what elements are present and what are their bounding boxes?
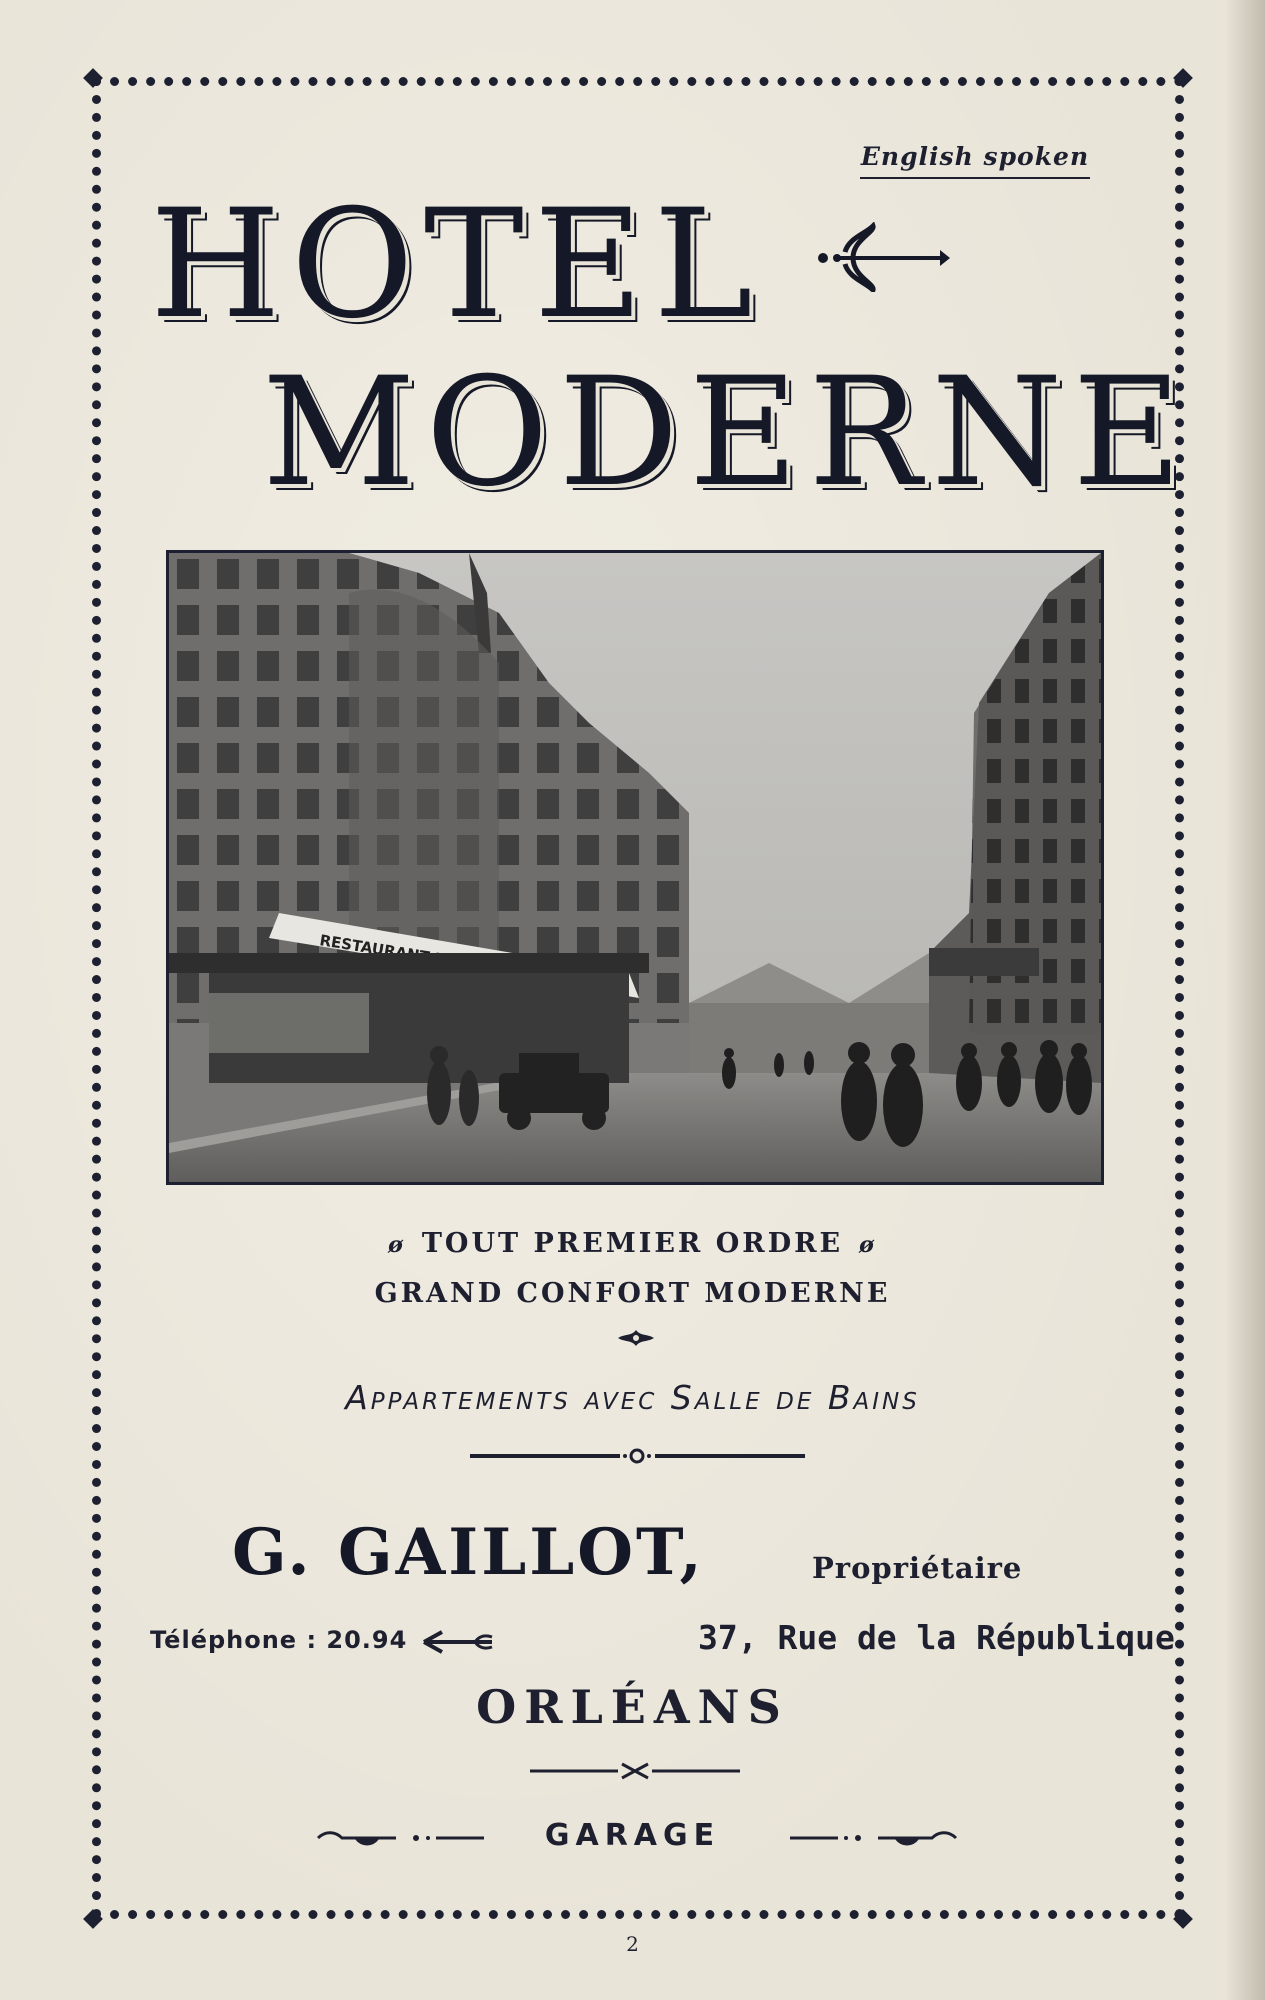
street-address: 37, Rue de la République (698, 1618, 1175, 1657)
page-number: 2 (626, 1932, 639, 1956)
feature-text-premier-ordre: TOUT PREMIER ORDRE (421, 1228, 844, 1259)
feature-line-confort: GRAND CONFORT MODERNE (374, 1278, 891, 1309)
leaf-ornament-icon: ø (859, 1232, 877, 1258)
city-name: ORLÉANS (476, 1680, 789, 1734)
appartements-line: Appartements avec Salle de Bains (345, 1378, 920, 1417)
telephone-number: Téléphone : 20.94 (150, 1626, 408, 1654)
fleuron-ornament-icon (614, 1326, 658, 1350)
feature-line-premier-ordre (0, 1228, 1265, 1259)
hotel-street-photo (166, 550, 1104, 1185)
title-hotel: HOTEL (150, 178, 763, 352)
garage-right-ornament-icon (788, 1828, 958, 1848)
arrow-left-icon (420, 1627, 495, 1657)
divider-rule-icon (470, 1447, 805, 1465)
divider-ornament-icon (530, 1760, 740, 1782)
leaf-ornament-icon: ø (388, 1232, 406, 1258)
english-spoken-label: English spoken (860, 142, 1090, 179)
owner-title: Propriétaire (812, 1551, 1023, 1585)
fleuron-arrow-icon (815, 222, 950, 292)
owner-name: G. GAILLOT, (232, 1515, 705, 1590)
garage-label: GARAGE (544, 1818, 721, 1853)
title-moderne: MODERNE (262, 346, 1193, 520)
